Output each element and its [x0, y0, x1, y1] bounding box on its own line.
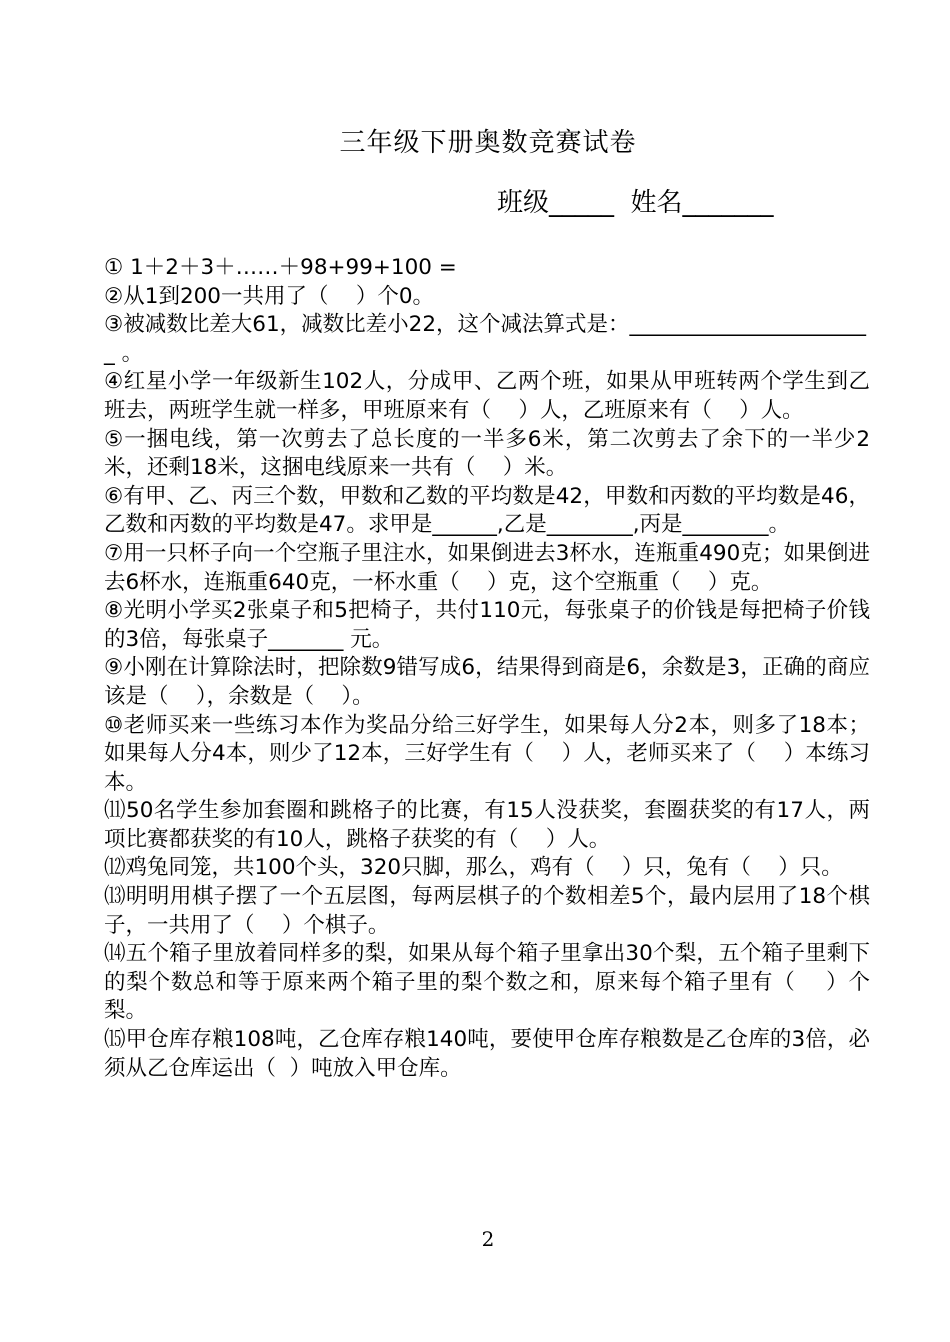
question-6: ⑥有甲、乙、丙三个数，甲数和乙数的平均数是42，甲数和丙数的平均数是46，乙数和丙数的平均数是47。求甲是______,乙是________,丙是________。: [104, 483, 870, 538]
question-1: ① 1＋2＋3＋……＋98+99+100 =: [104, 255, 457, 280]
question-4: ④红星小学一年级新生102人，分成甲、乙两个班，如果从甲班转两个学生到乙班去，两班学生就一样多，甲班原来有（ ）人，乙班原来有（ ）人。: [104, 369, 870, 423]
question-9: ⑨小刚在计算除法时，把除数9错写成6，结果得到商是6，余数是3，正确的商应该是（ ），余数是（ ）。: [104, 655, 870, 709]
question-14: ⒁五个箱子里放着同样多的梨，如果从每个箱子里拿出30个梨，五个箱子里剩下的梨个数总和等于原来两个箱子里的梨个数之和，原来每个箱子里有（ ）个梨。: [104, 941, 870, 1024]
question-10: ⑩老师买来一些练习本作为奖品分给三好学生，如果每人分2本，则多了18本；如果每人分4本，则少了12本，三好学生有（ ）人，老师买来了（ ）本练习本。: [104, 712, 870, 795]
question-3: ③被减数比差大61，减数比差小22，这个减法算式是：_______________________ 。: [104, 312, 866, 366]
question-11: ⑾50名学生参加套圈和跳格子的比赛，有15人没获奖，套圈获奖的有17人，两项比赛都获奖的有10人，跳格子获奖的有（ ）人。: [104, 798, 870, 852]
question-13: ⒀明明用棋子摆了一个五层图，每两层棋子的个数相差5个，最内层用了18个棋子，一共用了（ ）个棋子。: [104, 884, 870, 938]
exam-title: 三年级下册奥数竞赛试卷: [339, 128, 637, 158]
question-12: ⑿鸡兔同笼，共100个头，320只脚，那么，鸡有（ ）只，兔有（ ）只。: [104, 855, 843, 881]
question-list: [104, 254, 870, 1083]
question-7: ⑦用一只杯子向一个空瓶子里注水，如果倒进去3杯水，连瓶重490克；如果倒进去6杯水，连瓶重640克，一杯水重（ ）克，这个空瓶重（ ）克。: [104, 540, 870, 595]
question-15: ⒂甲仓库存粮108吨，乙仓库存粮140吨，要使甲仓库存粮数是乙仓库的3倍，必须从乙仓库运出（ ）吨放入甲仓库。: [104, 1027, 870, 1081]
question-5: ⑤一捆电线，第一次剪去了总长度的一半多6米，第二次剪去了余下的一半少2米，还剩18米，这捆电线原来一共有（ ）米。: [104, 426, 870, 481]
class-name-fields: 班级_____ 姓名_______: [497, 188, 774, 218]
question-2: ②从1到200一共用了（ ）个0。: [104, 283, 435, 309]
question-8: ⑧光明小学买2张桌子和5把椅子，共付110元，每张桌子的价钱是每把椅子价钱的3倍，每张桌子_______ 元。: [104, 598, 870, 652]
page-number: 2: [481, 1227, 495, 1251]
